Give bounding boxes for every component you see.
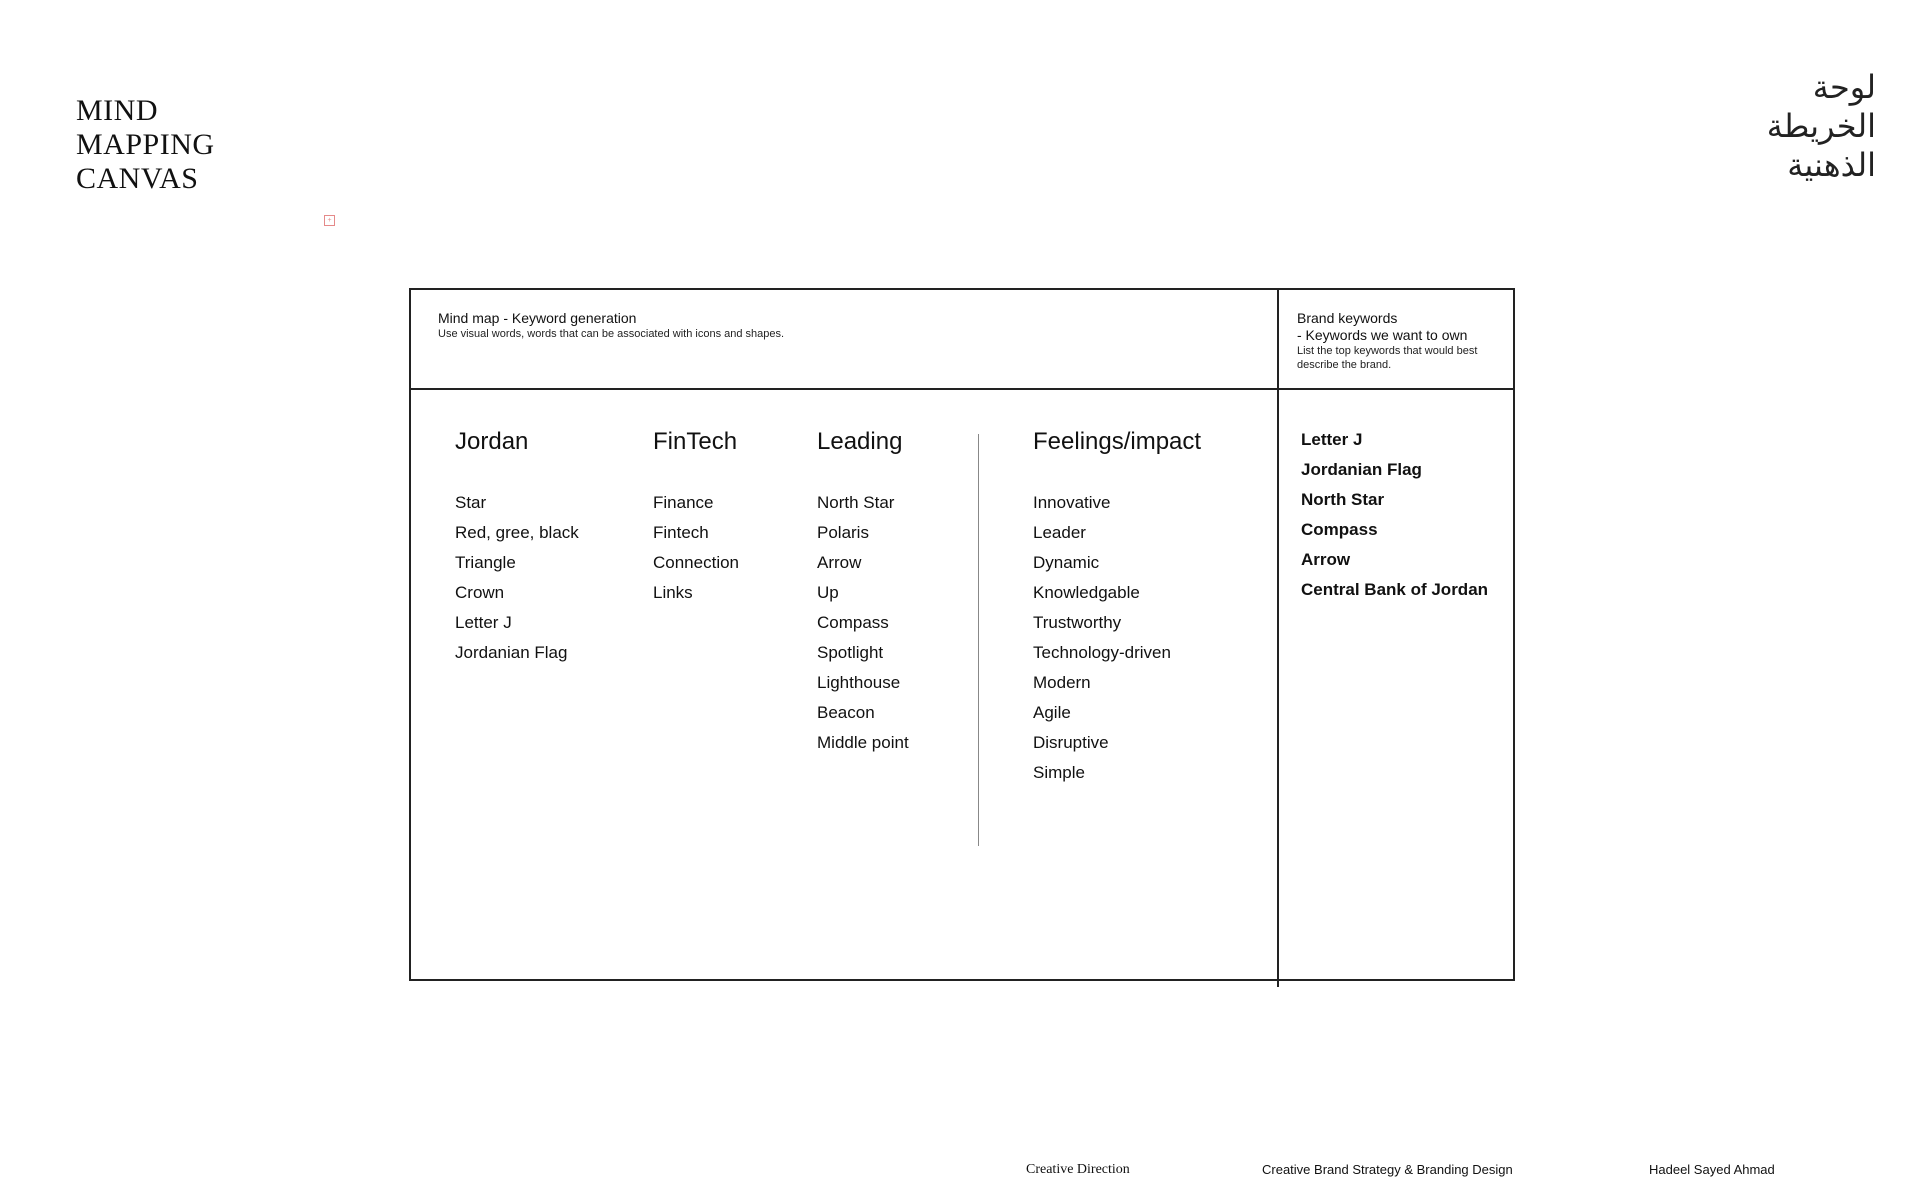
column-feelings-impact [1033, 428, 1201, 788]
footer-creative-direction: Creative Direction [1026, 1162, 1130, 1177]
title-line: الخريطة [1766, 107, 1876, 145]
anchor-marker-icon[interactable]: + [324, 215, 335, 226]
keyword-item: Leader [1033, 523, 1086, 542]
keyword-item: Triangle [455, 553, 516, 572]
keyword-item: Crown [455, 583, 505, 602]
column-heading: FinTech [653, 428, 738, 455]
keyword-item: Jordanian Flag [455, 643, 568, 662]
keyword-item: Spotlight [817, 643, 884, 662]
title-line: الذهنية [1787, 146, 1876, 184]
column-heading: Jordan [455, 428, 529, 455]
brand-keyword: Central Bank of Jordan [1301, 580, 1489, 599]
title-line: MAPPING [76, 128, 215, 161]
keyword-item: Beacon [817, 703, 875, 722]
keyword-item: Innovative [1033, 493, 1111, 512]
keyword-item: Middle point [817, 733, 909, 752]
brand-keywords-list [1301, 425, 1488, 605]
keyword-item: Modern [1033, 673, 1091, 692]
mind-map-title: Mind map - Keyword generation [438, 310, 637, 326]
brand-keywords-title: Brand keywords [1297, 310, 1398, 326]
brand-keyword: Compass [1301, 520, 1378, 539]
keyword-item: Technology-driven [1033, 643, 1171, 662]
column-separator [978, 434, 979, 846]
footer-author: Hadeel Sayed Ahmad [1649, 1162, 1775, 1177]
keyword-item: Star [455, 493, 487, 512]
keyword-item: Disruptive [1033, 733, 1109, 752]
keyword-item: Red, gree, black [455, 523, 579, 542]
keyword-item: Polaris [817, 523, 869, 542]
keyword-item: North Star [817, 493, 895, 512]
keyword-item: Simple [1033, 763, 1085, 782]
keyword-item: Connection [653, 553, 740, 572]
brand-keyword: Jordanian Flag [1301, 460, 1422, 479]
keyword-item: Knowledgable [1033, 583, 1140, 602]
keyword-item: Finance [653, 493, 714, 512]
column-jordan [455, 428, 579, 668]
keyword-item: Links [653, 583, 693, 602]
brand-keyword: Arrow [1301, 550, 1351, 569]
footer-brand-strategy: Creative Brand Strategy & Branding Design [1262, 1162, 1513, 1177]
title-line: MIND [76, 94, 158, 127]
brand-keywords-header [1297, 310, 1509, 372]
keyword-item: Arrow [817, 553, 862, 572]
brand-keyword: North Star [1301, 490, 1385, 509]
column-heading: Leading [817, 428, 903, 455]
page-title-english [76, 94, 215, 196]
keyword-item: Trustworthy [1033, 613, 1122, 632]
column-fintech [653, 428, 739, 608]
mind-map-subtitle: Use visual words, words that can be associated with icons and shapes. [438, 328, 785, 340]
title-line: CANVAS [76, 162, 199, 195]
keyword-item: Compass [817, 613, 889, 632]
mind-map-header [438, 310, 1258, 341]
brand-keywords-subtitle: List the top keywords that would best describe the brand. [1297, 345, 1478, 371]
title-line: لوحة [1812, 68, 1876, 106]
keyword-item: Dynamic [1033, 553, 1100, 572]
keyword-item: Lighthouse [817, 673, 901, 692]
column-heading: Feelings/impact [1033, 428, 1202, 455]
brand-keyword: Letter J [1301, 430, 1363, 449]
page-title-arabic [1767, 68, 1876, 185]
vertical-divider [1277, 288, 1279, 987]
keyword-item: Agile [1033, 703, 1071, 722]
keyword-item: Letter J [455, 613, 512, 632]
keyword-item: Fintech [653, 523, 709, 542]
brand-keywords-title-line2: - Keywords we want to own [1297, 327, 1468, 343]
mind-map-canvas [409, 288, 1515, 981]
horizontal-divider [411, 388, 1513, 390]
keyword-item: Up [817, 583, 839, 602]
column-leading [817, 428, 909, 758]
